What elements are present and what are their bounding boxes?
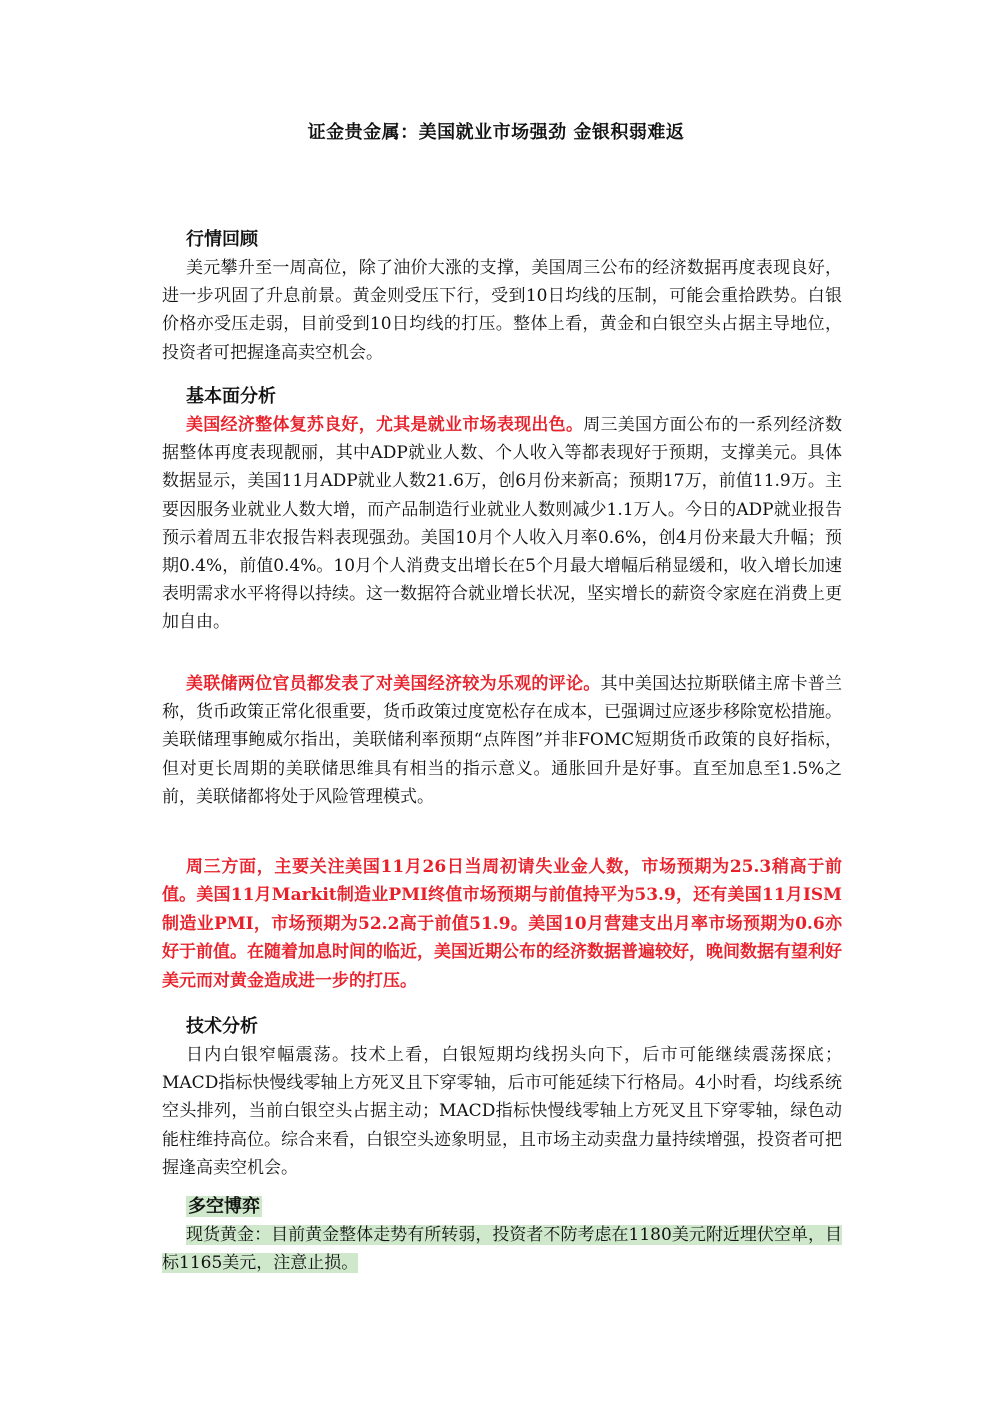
section-market-review [162,226,842,367]
section-heading-fundamental: 基本面分析 [186,386,276,407]
fundamental-p2-lead: 美联储两位官员都发表了对美国经济较为乐观的评论。 [186,674,601,694]
review-paragraph: 美元攀升至一周高位，除了油价大涨的支撑，美国周三公布的经济数据再度表现良好，进一步巩固了升息前景。黄金则受压下行，受到10日均线的压制，可能会重拾跌势。白银价格亦受压走弱，目前受到10日均线的打压。整体上看，黄金和白银空头占据主导地位，投资者可把握逢高卖空机会。 [162,258,842,363]
section-heading-technical: 技术分析 [186,1016,258,1037]
section-data-outlook [162,853,842,995]
fundamental-paragraph-3: 周三方面，主要关注美国11月26日当周初请失业金人数，市场预期为25.3稍高于前值。美国11月Markit制造业PMI终值市场预期与前值持平为53.9，还有美国11月ISM制造业PMI，市场预期为52.2高于前值51.9。美国10月营建支出月率市场预期为0.6亦好于前值。在随着加息时间的临近，美国近期公布的经济数据普遍较好，晚间数据有望利好美元而对黄金造成进一步的打压。 [162,857,842,991]
fundamental-p1-rest: 周三美国方面公布的一系列经济数据整体再度表现靓丽，其中ADP就业人数、个人收入等都表现好于预期，支撑美元。具体数据显示，美国11月ADP就业人数21.6万，创6月份来新高；预期17万，前值11.9万。主要因服务业就业人数大增，而产品制造行业就业人数则减少1.1万人。今日的ADP就业报告预示着周五非农报告料表现强劲。美国10月个人收入月率0.6%，创4月份来最大升幅；预期0.4%，前值0.4%。10月个人消费支出增长在5个月最大增幅后稍显缓和，收入增长加速表明需求水平将得以持续。这一数据符合就业增长状况，坚实增长的薪资令家庭在消费上更加自由。 [162,415,843,633]
strategy-text: 现货黄金：目前黄金整体走势有所转弱，投资者不防考虑在1180美元附近埋伏空单，目标1165美元，注意止损。 [162,1225,842,1274]
section-fed-comments [162,670,842,811]
section-technical [162,1013,842,1182]
strategy-heading-text: 多空博弈 [188,1196,260,1217]
fundamental-p2-rest: 其中美国达拉斯联储主席卡普兰称，货币政策正常化很重要，货币政策过度宽松存在成本，已强调过应逐步移除宽松措施。美联储理事鲍威尔指出，美联储利率预期“点阵图”并非FOMC短期货币政策的良好指标，但对更长周期的美联储思维具有相当的指示意义。通胀回升是好事。直至加息至1.5%之前，美联储都将处于风险管理模式。 [162,674,843,807]
section-strategy [162,1193,842,1277]
section-fundamental [162,383,842,637]
technical-paragraph: 日内白银窄幅震荡。技术上看，白银短期均线拐头向下，后市可能继续震荡探底；MACD指标快慢线零轴上方死叉且下穿零轴，后市可能延续下行格局。4小时看，均线系统空头排列，当前白银空头占据主动；MACD指标快慢线零轴上方死叉且下穿零轴，绿色动能柱维持高位。综合来看，白银空头迹象明显，且市场主动卖盘力量持续增强，投资者可把握逢高卖空机会。 [162,1045,842,1178]
document-title: 证金贵金属：美国就业市场强劲 金银积弱难返 [307,122,685,143]
fundamental-paragraph-1 [162,411,842,637]
fundamental-paragraph-2 [162,670,842,811]
section-heading-review: 行情回顾 [186,229,258,250]
strategy-paragraph [162,1221,842,1277]
section-heading-strategy [162,1193,842,1221]
fundamental-p1-lead: 美国经济整体复苏良好，尤其是就业市场表现出色。 [186,415,584,435]
